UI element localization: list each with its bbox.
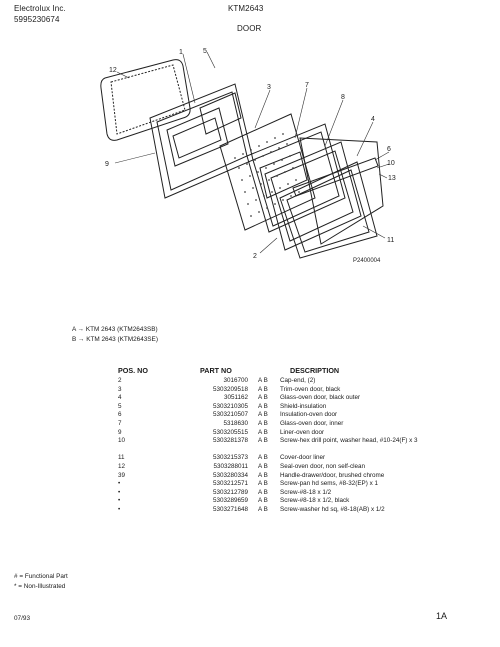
description-cell: Shield-insulation (280, 402, 327, 410)
column-description: DESCRIPTION (290, 366, 340, 375)
callout-label: 11 (387, 237, 395, 244)
pos-cell: 12 (118, 462, 126, 470)
table-row (118, 403, 450, 412)
document-number: 5995230674 (14, 15, 60, 24)
description-cell: Handle-drawer/door, brushed chrome (280, 471, 385, 479)
model-code-cell: A B (258, 411, 268, 419)
pos-cell: • (118, 488, 121, 496)
callout-label: 5 (203, 48, 207, 55)
footnote-functional: # = Functional Part (14, 573, 68, 580)
table-row (118, 420, 450, 429)
inner-glass-part (247, 124, 345, 232)
part-number-cell: 5303281378 (212, 437, 248, 445)
model-code-cell: A B (258, 437, 268, 445)
table-row (118, 437, 450, 446)
table-row (118, 463, 450, 472)
callout-label: 6 (387, 146, 391, 153)
description-cell: Screw-pan hd sems, #8-32(EP) x 1 (280, 480, 378, 488)
figure-id: P2400004 (353, 258, 381, 264)
pos-cell: 3 (118, 385, 122, 393)
part-number-cell: 3051162 (223, 394, 248, 402)
description-cell: Screw-hex drill point, washer head, #10-24(F) x 3 (280, 437, 418, 445)
model-code-cell: A B (258, 428, 268, 436)
table-row (118, 480, 450, 489)
description-cell: Liner-oven door (280, 428, 325, 436)
model-number: KTM2643 (228, 4, 264, 13)
revision-date: 07/93 (14, 615, 30, 622)
table-row (118, 377, 450, 386)
table-row (118, 394, 450, 403)
model-code-cell: A B (258, 480, 268, 488)
pos-cell: 9 (118, 428, 122, 436)
description-cell: Glass-oven door, black outer (280, 394, 361, 402)
pos-cell: 2 (118, 377, 122, 384)
pos-cell: 39 (118, 471, 126, 479)
page-number: 1A (436, 611, 448, 621)
pos-cell: • (118, 480, 121, 488)
part-number-cell: 5303271648 (212, 505, 248, 513)
description-cell: Screw-#8-18 x 1/2, black (280, 497, 350, 505)
model-code-cell: A B (258, 402, 268, 410)
pos-cell: • (118, 497, 121, 505)
part-number-cell: 5303209518 (212, 385, 248, 393)
callout-label: 13 (388, 175, 396, 182)
callout-label: 2 (253, 253, 257, 260)
model-code-cell: A B (258, 471, 268, 479)
callout-label: 12 (109, 67, 117, 74)
description-cell: Seal-oven door, non self-clean (280, 462, 366, 470)
column-pos-no: POS. NO (118, 366, 148, 375)
model-code-cell: A B (258, 497, 268, 505)
table-row (118, 411, 450, 420)
callout-label: 7 (305, 82, 309, 89)
section-title: DOOR (237, 24, 262, 33)
callout-label: 1 (179, 49, 183, 56)
table-row (118, 506, 450, 515)
part-number-cell: 5303212571 (212, 480, 248, 488)
part-number-cell: 5303215373 (212, 454, 248, 462)
part-number-cell: 5303289659 (212, 497, 248, 505)
callout-label: 3 (267, 84, 271, 91)
pos-cell: 4 (118, 394, 122, 402)
part-number-cell: 5303280334 (212, 471, 248, 479)
table-row (118, 429, 450, 438)
model-code-cell: A B (258, 394, 268, 402)
part-number-cell: 3016700 (223, 377, 248, 384)
model-code-cell: A B (258, 377, 268, 384)
table-row (118, 454, 450, 463)
insulation-part (220, 114, 315, 230)
table-row (118, 489, 450, 498)
model-code-cell: A B (258, 419, 268, 427)
part-number-cell: 5303210507 (212, 411, 248, 419)
model-code-cell: A B (258, 462, 268, 470)
part-number-cell: 5303205515 (212, 428, 248, 436)
company-name: Electrolux Inc. (14, 4, 66, 13)
pos-cell: 10 (118, 437, 126, 445)
model-code-cell: A B (258, 505, 268, 513)
column-part-no: PART NO (200, 366, 232, 375)
callout-label: 8 (341, 94, 345, 101)
footnote-non-illustrated: * = Non-Illustrated (14, 583, 66, 590)
part-number-cell: 5318630 (223, 419, 248, 427)
pos-cell: • (118, 505, 121, 513)
description-cell: Screw-washer hd sq, #8-18(AB) x 1/2 (280, 505, 385, 513)
description-cell: Glass-oven door, inner (280, 419, 344, 427)
callout-label: 4 (371, 116, 375, 123)
model-code-cell: A B (258, 488, 268, 496)
model-legend-b: B → KTM 2643 (KTM2643SE) (72, 336, 158, 343)
part-number-cell: 5303210305 (212, 402, 248, 410)
insulation-texture (234, 133, 300, 217)
shield-part (265, 142, 361, 250)
model-code-cell: A B (258, 454, 268, 462)
part-number-cell: 5303212789 (212, 488, 248, 496)
description-cell: Cap-end, (2) (280, 377, 316, 384)
table-row (118, 472, 450, 481)
table-row (118, 497, 450, 506)
description-cell: Screw-#8-18 x 1/2 (280, 488, 332, 496)
pos-cell: 7 (118, 419, 122, 427)
exploded-door-diagram (95, 48, 400, 268)
callout-label: 10 (387, 160, 395, 167)
outer-glass-part (280, 162, 377, 258)
table-row (118, 386, 450, 395)
description-cell: Trim-oven door, black (280, 385, 341, 393)
description-cell: Insulation-oven door (280, 411, 338, 419)
part-number-cell: 5303288011 (213, 462, 248, 470)
table-spacer (118, 446, 450, 455)
parts-table (118, 377, 450, 515)
pos-cell: 11 (118, 454, 125, 462)
model-code-cell: A B (258, 385, 268, 393)
door-liner-part (150, 84, 253, 198)
pos-cell: 5 (118, 402, 122, 410)
callout-label: 9 (105, 161, 109, 168)
description-cell: Cover-door liner (280, 454, 326, 462)
pos-cell: 6 (118, 411, 122, 419)
model-legend-a: A → KTM 2643 (KTM2643SB) (72, 326, 158, 333)
